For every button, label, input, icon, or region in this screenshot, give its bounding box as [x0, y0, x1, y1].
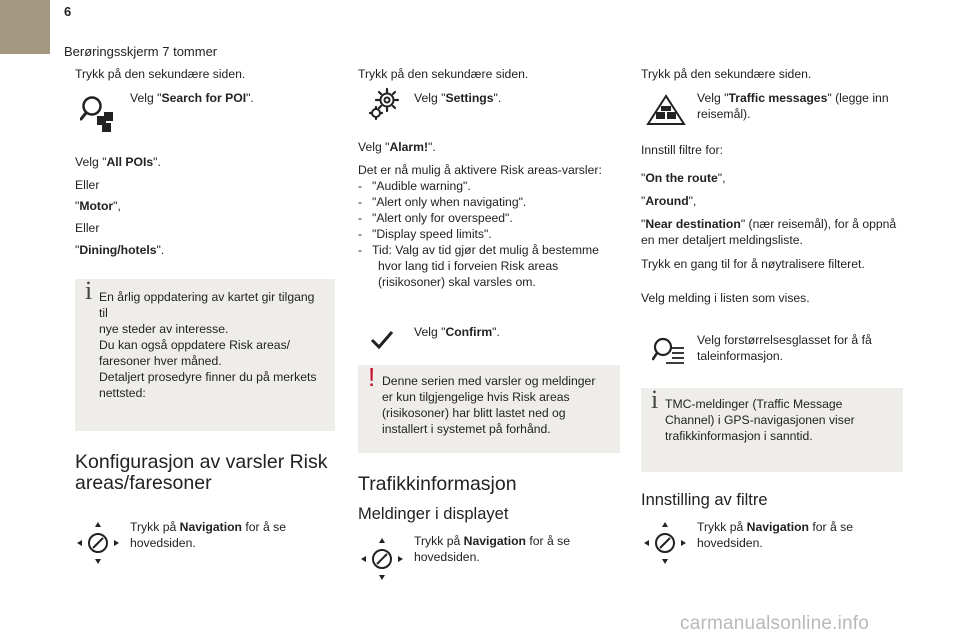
col2-subheading: Meldinger i displayet: [358, 505, 509, 523]
col3-select-msg: Velg melding i listen som vises.: [641, 291, 810, 305]
navigation-joystick-icon: [76, 520, 120, 566]
col2-risk-list: Det er nå mulig å aktivere Risk areas-varsler: - "Audible warning". - "Alert only when navigating". - "Alert only for overspeed". - "Display speed limits". - Tid: Valg av tid gjør det mulig å bestemme hvor lang tid i forveien Risk areas (risikosoner) skal varsles om.: [358, 162, 620, 290]
col3-neutral: Trykk en gang til for å nøytralisere filteret.: [641, 257, 865, 271]
col2-warning-box: [358, 362, 620, 453]
col1-heading: Konfigurasjon av varsler Risk areas/faresoner: [75, 451, 328, 494]
navigation-joystick-icon: [643, 520, 687, 566]
col3-magnify-text: Velg forstørrelsesglasset for å få taleinformasjon.: [697, 333, 872, 363]
col1-nav-text: Trykk på Navigation for å se hovedsiden.: [130, 520, 287, 550]
exclamation-icon: !: [368, 362, 376, 392]
col3-filters: Innstill filtre for:: [641, 143, 723, 157]
info-i-icon: i: [651, 385, 659, 414]
settings-gears-icon: [368, 86, 404, 122]
col1-eller-1: Eller: [75, 178, 100, 192]
watermark: carmanualsonline.info: [680, 613, 870, 634]
col2-heading: Trafikkinformasjon: [358, 473, 517, 495]
col3-intro: Trykk på den sekundære siden.: [641, 67, 812, 81]
col3-tmc-box: [641, 385, 903, 472]
col1-eller-2: Eller: [75, 221, 100, 235]
col1-motor: "Motor",: [75, 199, 121, 213]
col2-warning-text: Denne serien med varsler og meldinger er kun tilgjengelige hvis Risk areas (risikosoner) har blitt lastet ned og installert i systemet på forhånd.: [382, 374, 596, 436]
checkmark-icon: [370, 330, 394, 350]
page-header-title: Berøringsskjerm 7 tommer: [64, 44, 218, 59]
col1-info-box: [75, 276, 335, 431]
col2-alarm: Velg "Alarm!".: [358, 140, 436, 154]
col3-around: "Around",: [641, 194, 697, 208]
col2-confirm: Velg "Confirm".: [414, 325, 500, 339]
col2-intro: Trykk på den sekundære siden.: [358, 67, 529, 81]
col1-info-text: En årlig oppdatering av kartet gir tilgang til nye steder av interesse. Du kan også oppdatere Risk areas/ faresoner hver måned. Detaljert prosedyre finner du på merkets nettsted:: [99, 290, 317, 400]
col3-heading: Innstilling av filtre: [641, 491, 768, 509]
col3-traffic: Velg "Traffic messages" (legge inn reisemål).: [697, 91, 889, 121]
col1-intro: Trykk på den sekundære siden.: [75, 67, 246, 81]
col2-nav-text: Trykk på Navigation for å se hovedsiden.: [414, 534, 571, 564]
col3-near: "Near destination" (nær reisemål), for å oppnå en mer detaljert meldingsliste.: [641, 217, 897, 247]
col3-nav-text: Trykk på Navigation for å se hovedsiden.: [697, 520, 854, 550]
search-poi-icon: [80, 94, 118, 134]
col1-all-pois: Velg "All POIs".: [75, 155, 161, 169]
col1-velg-search: Velg "Search for POI".: [130, 91, 254, 105]
page-number: 6: [64, 4, 72, 19]
voice-magnifier-icon: [652, 336, 686, 366]
traffic-cars-icon: [646, 94, 686, 126]
navigation-joystick-icon: [360, 536, 404, 582]
col1-dining: "Dining/hotels".: [75, 243, 165, 257]
page-tab: [0, 0, 50, 54]
col2-velg-settings: Velg "Settings".: [414, 91, 502, 105]
col3-on-route: "On the route",: [641, 171, 726, 185]
col3-tmc-text: TMC-meldinger (Traffic Message Channel) i GPS-navigasjonen viser trafikkinformasjon i sanntid.: [665, 397, 855, 443]
info-i-icon: i: [85, 276, 93, 305]
